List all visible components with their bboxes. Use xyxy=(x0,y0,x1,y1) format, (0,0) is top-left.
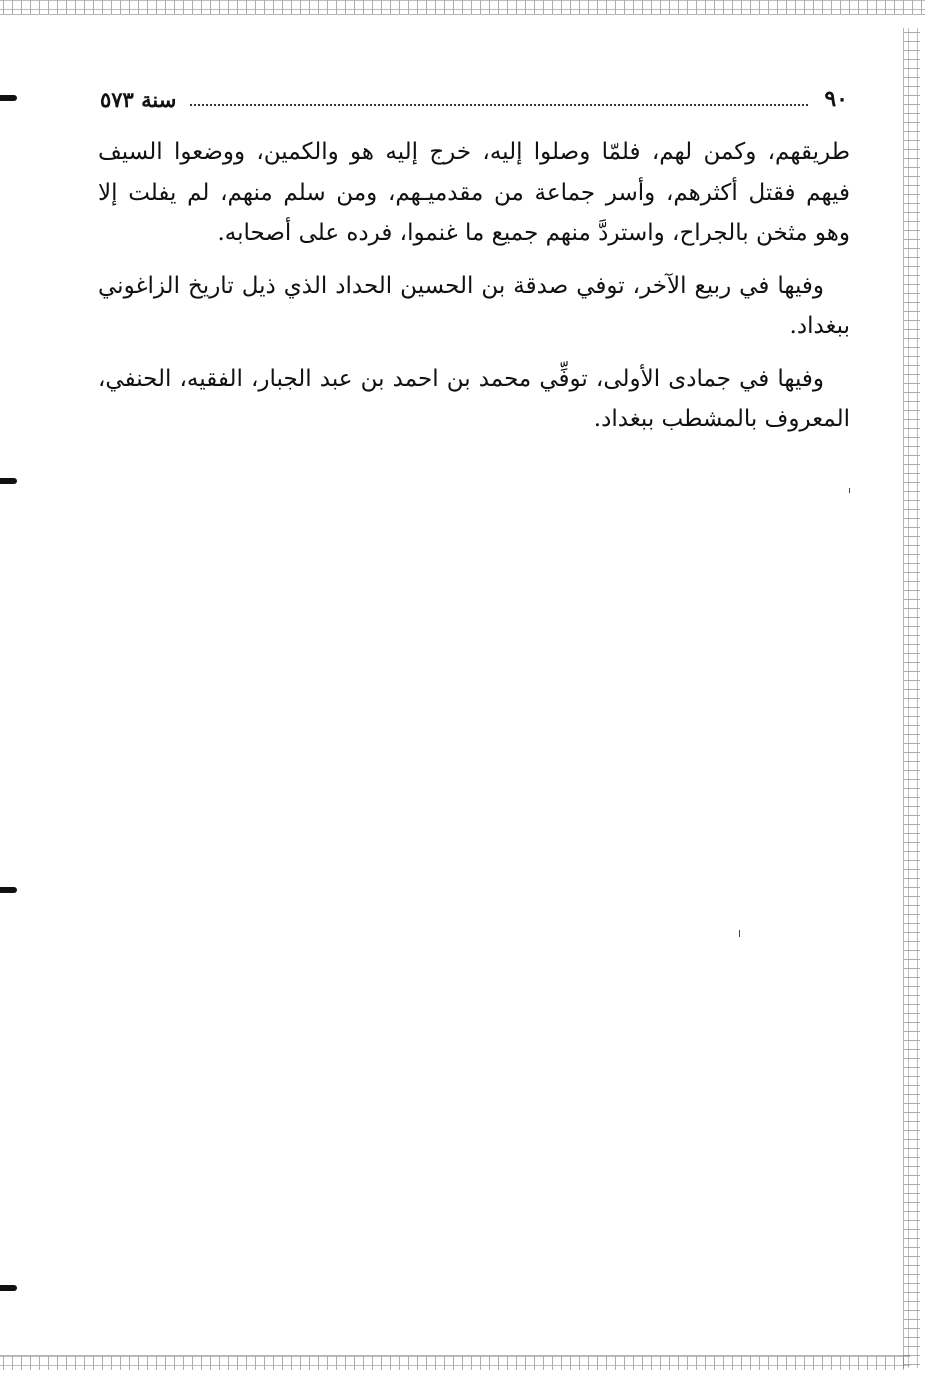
page-number: ٩٠ xyxy=(824,86,848,112)
binding-mark xyxy=(0,95,17,101)
scan-speck xyxy=(849,488,850,493)
page-header xyxy=(100,82,848,116)
right-ornamental-border xyxy=(903,28,920,1368)
dotted-leader xyxy=(190,104,808,106)
bottom-ornamental-border xyxy=(0,1355,910,1370)
binding-mark xyxy=(0,1285,17,1291)
binding-mark xyxy=(0,478,17,484)
paragraph: طريقهم، وكمن لهم، فلمّا وصلوا إليه، خرج إليه هو والكمين، ووضعوا السيف فيهم فقتل أكثرهم، وأسر جماعة من مقدميـهم، ومن سلم منهم، لم يفلت إلا وهو مثخن بالجراح، واستردَّ منهم جميع ما غنموا، فرده على أصحابه. xyxy=(98,139,850,246)
body-text xyxy=(98,132,850,452)
paragraph: وفيها في جمادى الأولى، توفِّي محمد بن احمد بن عبد الجبار، الفقيه، الحنفي، المعروف بالمشطب ببغداد. xyxy=(98,365,850,432)
running-title: سنة ٥٧٣ xyxy=(100,86,177,112)
binding-mark xyxy=(0,887,17,893)
top-ornamental-border xyxy=(0,0,925,15)
paragraph: وفيها في ربيع الآخر، توفي صدقة بن الحسين الحداد الذي ذيل تاريخ الزاغوني ببغداد. xyxy=(98,272,850,339)
scan-speck xyxy=(739,930,740,937)
